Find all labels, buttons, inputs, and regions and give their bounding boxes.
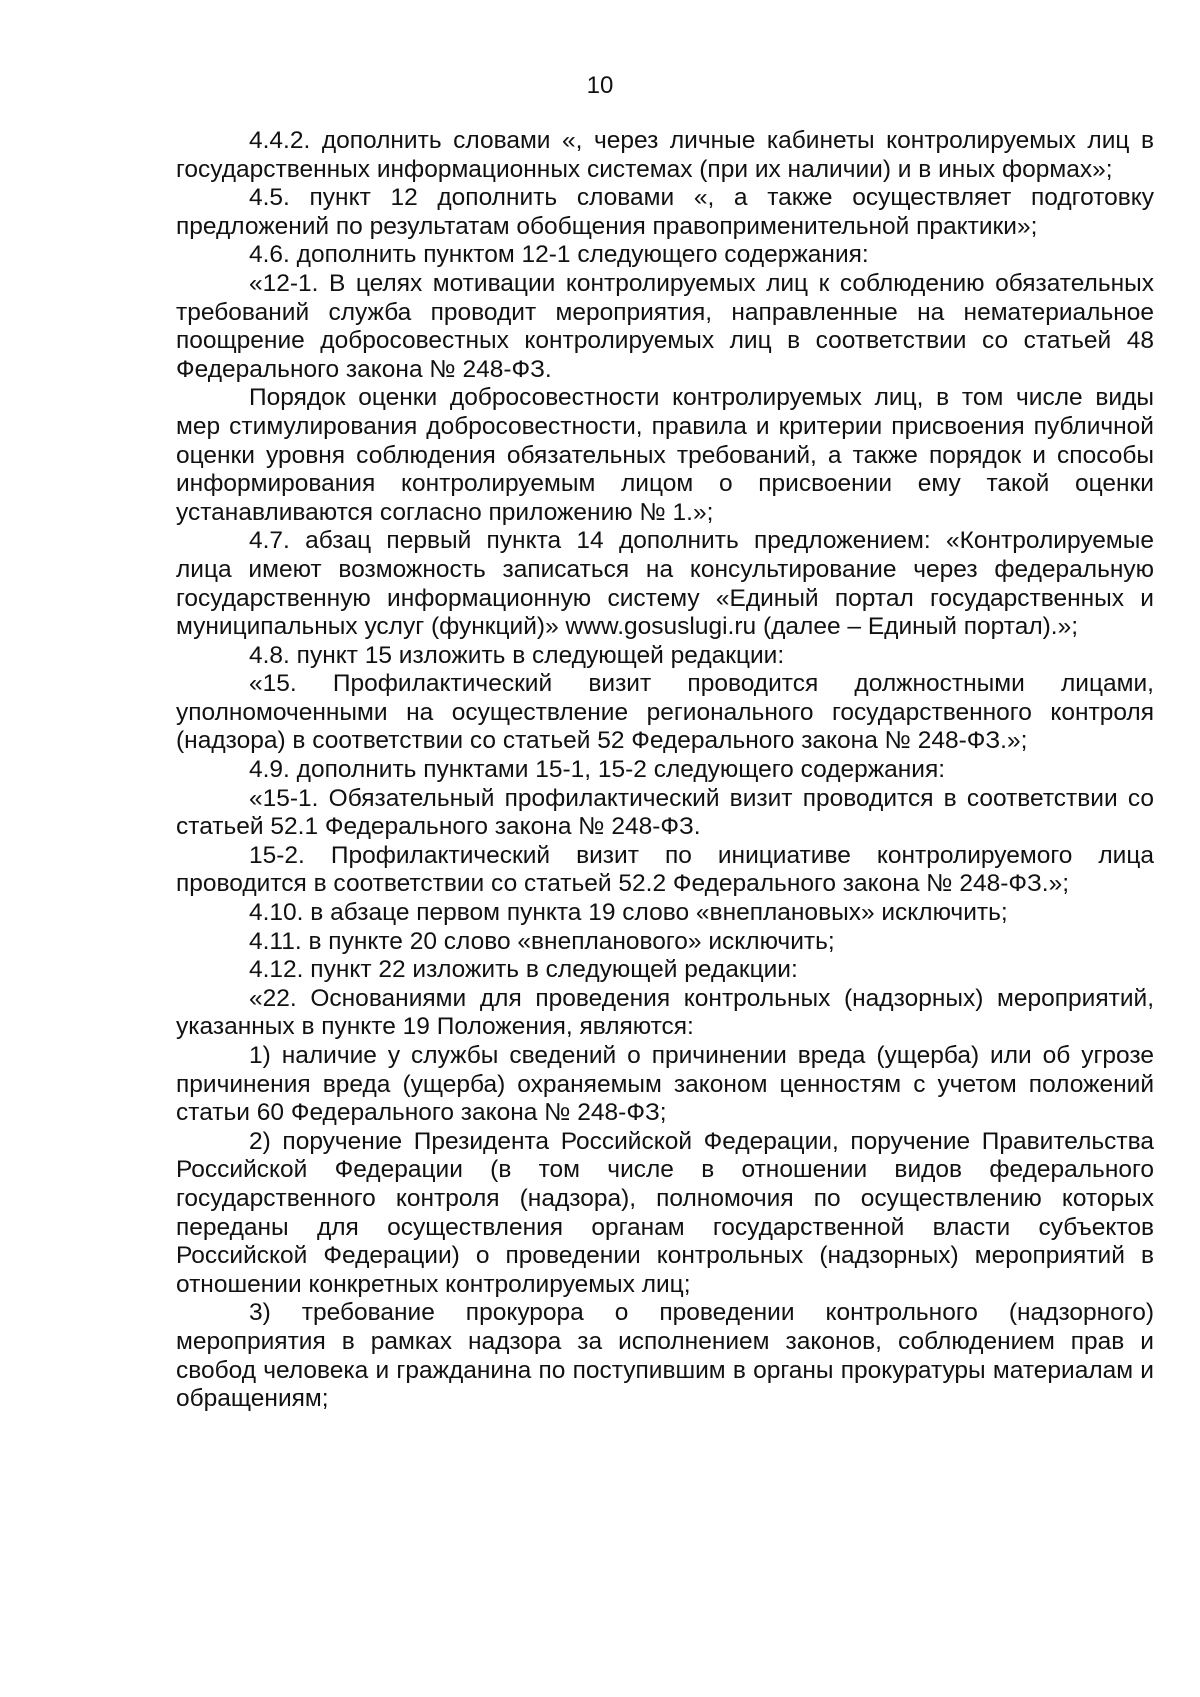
paragraph-4-12: 4.12. пункт 22 изложить в следующей редакции: [249, 956, 798, 984]
paragraph-4-11: 4.11. в пункте 20 слово «внепланового» исключить; [249, 927, 835, 955]
paragraph-item-3: 3) требование прокурора о проведении контрольного (надзорного) мероприятия в рамках надзора за исполнением законов, соблюдением прав и свобод человека и гражданина по поступившим в органы прокуратуры материалам и обращениям; [176, 1299, 1154, 1413]
paragraph-evaluation-procedure: Порядок оценки добросовестности контролируемых лиц, в том числе виды мер стимулирования добросовестности, правила и критерии присвоения публичной оценки уровня соблюдения обязательных требований, а также порядок и способы информирования контролируемым лицом о присвоении ему такой оценки устанавливаются согласно приложению № 1.»; [176, 384, 1154, 526]
paragraph-22: «22. Основаниями для проведения контрольных (надзорных) мероприятий, указанных в пункте 19 Положения, являются: [176, 984, 1154, 1041]
paragraph-4-4-2: 4.4.2. дополнить словами «, через личные кабинеты контролируемых лиц в государственных информационных системах (при их наличии) и в иных формах»; [176, 127, 1154, 183]
paragraph-4-5: 4.5. пункт 12 дополнить словами «, а также осуществляет подготовку предложений по результатам обобщения правоприменительной практики»; [176, 184, 1154, 240]
paragraph-4-10: 4.10. в абзаце первом пункта 19 слово «внеплановых» исключить; [249, 899, 1008, 927]
document-body [176, 127, 1154, 1414]
paragraph-15-1: «15-1. Обязательный профилактический визит проводится в соответствии со статьей 52.1 Федерального закона № 248-ФЗ. [176, 784, 1154, 841]
paragraph-4-6: 4.6. дополнить пунктом 12-1 следующего содержания: [249, 241, 869, 269]
paragraph-15: «15. Профилактический визит проводится должностными лицами, уполномоченными на осуществление регионального государственного контроля (надзора) в соответствии со статьей 52 Федерального закона № 248-ФЗ.»; [176, 670, 1154, 755]
paragraph-12-1: «12-1. В целях мотивации контролируемых лиц к соблюдению обязательных требований служба проводит мероприятия, направленные на нематериальное поощрение добросовестных контролируемых лиц в соответствии со статьей 48 Федерального закона № 248-ФЗ. [176, 269, 1154, 383]
paragraph-4-9: 4.9. дополнить пунктами 15-1, 15-2 следующего содержания: [249, 756, 946, 784]
page-number: 10 [586, 72, 614, 99]
paragraph-15-2: 15-2. Профилактический визит по инициативе контролируемого лица проводится в соответствии со статьей 52.2 Федерального закона № 248-ФЗ.»; [176, 841, 1154, 898]
paragraph-item-1: 1) наличие у службы сведений о причинении вреда (ущерба) или об угрозе причинения вреда (ущерба) охраняемым законом ценностям с учетом положений статьи 60 Федерального закона № 248-ФЗ; [176, 1042, 1154, 1127]
paragraph-4-7: 4.7. абзац первый пункта 14 дополнить предложением: «Контролируемые лица имеют возможность записаться на консультирование через федеральную государственную информационную систему «Единый портал государственных и муниципальных услуг (функций)» www.gosuslugi.ru (далее – Единый портал).»; [176, 527, 1154, 641]
paragraph-4-8: 4.8. пункт 15 изложить в следующей редакции: [249, 641, 785, 669]
paragraph-item-2: 2) поручение Президента Российской Федерации, поручение Правительства Российской Федерации (в том числе в отношении видов федерального государственного контроля (надзора), полномочия по осуществлению которых переданы для осуществления органам государственной власти субъектов Российской Федерации) о проведении контрольных (надзорных) мероприятий в отношении конкретных контролируемых лиц; [176, 1127, 1154, 1298]
